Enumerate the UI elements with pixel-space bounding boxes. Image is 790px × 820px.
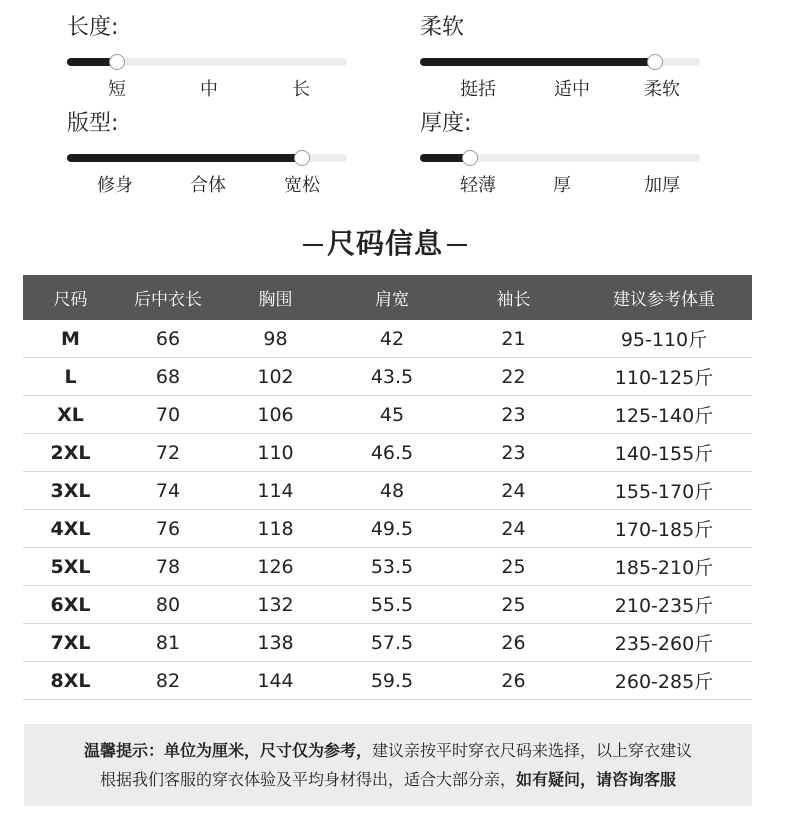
chest-cell: 102 xyxy=(218,358,333,396)
table-header-row xyxy=(23,275,752,320)
weight-cell: 155-170斤 xyxy=(576,472,752,510)
size-cell: 5XL xyxy=(23,548,118,586)
chest-cell: 106 xyxy=(218,396,333,434)
size-cell: XL xyxy=(23,396,118,434)
sleeve-cell: 26 xyxy=(451,662,576,700)
sleeve-cell: 22 xyxy=(451,358,576,396)
chest-cell: 144 xyxy=(218,662,333,700)
back-length-cell: 81 xyxy=(118,624,218,662)
softness-tick-moderate: 适中 xyxy=(554,79,590,100)
shoulder-cell: 57.5 xyxy=(333,624,451,662)
size-info-title xyxy=(0,224,770,264)
sleeve-cell: 25 xyxy=(451,586,576,624)
sleeve-cell: 24 xyxy=(451,472,576,510)
shoulder-cell: 43.5 xyxy=(333,358,451,396)
weight-cell: 110-125斤 xyxy=(576,358,752,396)
size-cell: 2XL xyxy=(23,434,118,472)
notice-bold-1: 单位为厘米，尺寸仅为参考， xyxy=(163,741,372,760)
shoulder-cell: 53.5 xyxy=(333,548,451,586)
sleeve-cell: 25 xyxy=(451,548,576,586)
back-length-cell: 66 xyxy=(118,320,218,358)
size-cell: 4XL xyxy=(23,510,118,548)
softness-slider-knob xyxy=(647,54,663,70)
size-chart-table xyxy=(23,275,752,700)
fit-tick-slim: 修身 xyxy=(97,175,133,196)
softness-label: 柔软 xyxy=(420,15,465,40)
chest-cell: 132 xyxy=(218,586,333,624)
weight-cell: 170-185斤 xyxy=(576,510,752,548)
notice-text-2: 根据我们客服的穿衣体验及平均身材得出，适合大部分亲， xyxy=(99,770,516,789)
size-notice xyxy=(24,724,752,806)
thickness-slider-knob xyxy=(462,150,478,166)
fit-tick-loose: 宽松 xyxy=(284,175,320,196)
back-length-cell: 82 xyxy=(118,662,218,700)
shoulder-cell: 59.5 xyxy=(333,662,451,700)
notice-bold-2: 如有疑问，请咨询客服 xyxy=(516,770,677,789)
size-cell: 3XL xyxy=(23,472,118,510)
sleeve-cell: 26 xyxy=(451,624,576,662)
chest-cell: 118 xyxy=(218,510,333,548)
thickness-tick-thick: 厚 xyxy=(553,175,571,196)
length-slider-track xyxy=(67,58,347,66)
sleeve-cell: 23 xyxy=(451,396,576,434)
sleeve-cell: 23 xyxy=(451,434,576,472)
size-cell: M xyxy=(23,320,118,358)
table-row xyxy=(23,624,752,662)
chest-cell: 110 xyxy=(218,434,333,472)
shoulder-cell: 45 xyxy=(333,396,451,434)
back-length-cell: 74 xyxy=(118,472,218,510)
size-cell: 6XL xyxy=(23,586,118,624)
title-left-dash xyxy=(303,244,323,246)
header-sleeve: 袖长 xyxy=(451,275,576,320)
size-info-title-text: 尺码信息 xyxy=(326,227,443,260)
weight-cell: 125-140斤 xyxy=(576,396,752,434)
notice-line-2 xyxy=(34,765,742,794)
thickness-tick-extra-thick: 加厚 xyxy=(644,175,680,196)
chest-cell: 126 xyxy=(218,548,333,586)
back-length-cell: 72 xyxy=(118,434,218,472)
notice-line-1 xyxy=(34,736,742,765)
thickness-tick-thin: 轻薄 xyxy=(460,175,496,196)
weight-cell: 140-155斤 xyxy=(576,434,752,472)
length-slider-knob xyxy=(109,54,125,70)
length-tick-medium: 中 xyxy=(200,79,218,100)
softness-tick-stiff: 挺括 xyxy=(460,79,496,100)
chest-cell: 138 xyxy=(218,624,333,662)
weight-cell: 185-210斤 xyxy=(576,548,752,586)
header-chest: 胸围 xyxy=(218,275,333,320)
length-tick-short: 短 xyxy=(108,79,126,100)
header-back-length: 后中衣长 xyxy=(118,275,218,320)
header-shoulder: 肩宽 xyxy=(333,275,451,320)
back-length-cell: 80 xyxy=(118,586,218,624)
notice-prefix: 温馨提示： xyxy=(83,741,164,760)
table-row xyxy=(23,396,752,434)
fit-tick-regular: 合体 xyxy=(190,175,226,196)
table-row xyxy=(23,472,752,510)
length-tick-long: 长 xyxy=(292,79,310,100)
table-row xyxy=(23,662,752,700)
softness-slider-fill xyxy=(420,58,655,66)
table-row xyxy=(23,548,752,586)
shoulder-cell: 42 xyxy=(333,320,451,358)
table-row xyxy=(23,358,752,396)
thickness-label: 厚度: xyxy=(420,111,472,136)
weight-cell: 260-285斤 xyxy=(576,662,752,700)
weight-cell: 210-235斤 xyxy=(576,586,752,624)
sleeve-cell: 24 xyxy=(451,510,576,548)
back-length-cell: 78 xyxy=(118,548,218,586)
header-size: 尺码 xyxy=(23,275,118,320)
softness-tick-soft: 柔软 xyxy=(644,79,680,100)
shoulder-cell: 46.5 xyxy=(333,434,451,472)
size-cell: L xyxy=(23,358,118,396)
table-row xyxy=(23,586,752,624)
length-label: 长度: xyxy=(67,15,119,40)
fit-label: 版型: xyxy=(67,111,119,136)
back-length-cell: 70 xyxy=(118,396,218,434)
fit-slider-knob xyxy=(294,150,310,166)
fit-slider-track xyxy=(67,154,347,162)
size-cell: 7XL xyxy=(23,624,118,662)
shoulder-cell: 55.5 xyxy=(333,586,451,624)
fit-slider-fill xyxy=(67,154,302,162)
size-cell: 8XL xyxy=(23,662,118,700)
weight-cell: 235-260斤 xyxy=(576,624,752,662)
table-row xyxy=(23,434,752,472)
title-right-dash xyxy=(447,244,467,246)
notice-text-1: 建议亲按平时穿衣尺码来选择，以上穿衣建议 xyxy=(372,741,693,760)
chest-cell: 114 xyxy=(218,472,333,510)
shoulder-cell: 49.5 xyxy=(333,510,451,548)
weight-cell: 95-110斤 xyxy=(576,320,752,358)
chest-cell: 98 xyxy=(218,320,333,358)
shoulder-cell: 48 xyxy=(333,472,451,510)
table-row xyxy=(23,510,752,548)
back-length-cell: 76 xyxy=(118,510,218,548)
thickness-slider-track xyxy=(420,154,700,162)
sleeve-cell: 21 xyxy=(451,320,576,358)
back-length-cell: 68 xyxy=(118,358,218,396)
header-weight: 建议参考体重 xyxy=(576,275,752,320)
table-row xyxy=(23,320,752,358)
softness-slider-track xyxy=(420,58,700,66)
